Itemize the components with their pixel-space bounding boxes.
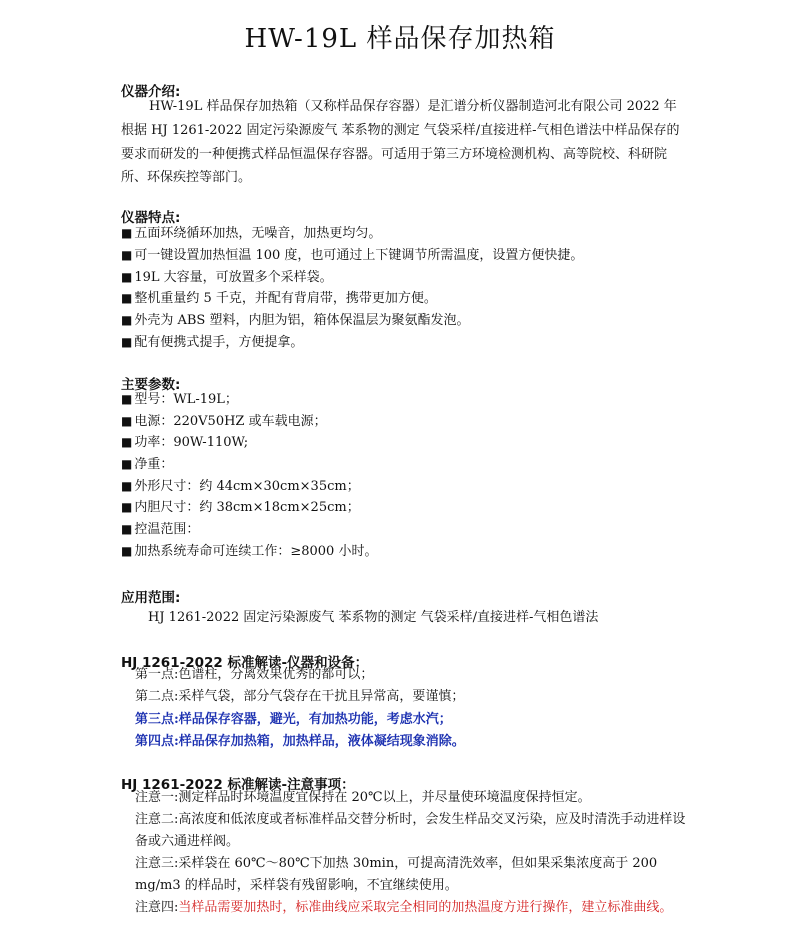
list-item: [121, 476, 721, 498]
standard-notes-heading: HJ 1261-2022 标准解读-注意事项：: [121, 777, 355, 793]
list-item-text: 配有便携式提手，方便提拿。: [134, 334, 304, 350]
standard-notes-list: [135, 787, 695, 919]
list-item-text: 外壳为 ABS 塑料，内胆为铝，箱体保温层为聚氨酯发泡。: [134, 313, 470, 329]
params-heading: 主要参数:: [121, 377, 181, 393]
list-item-text: 加热系统寿命可连续工作：≥8000 小时。: [134, 543, 378, 559]
bullet-icon: ■: [121, 435, 133, 450]
standard-point: 第二点:采样气袋，部分气袋存在干扰且异常高，要谨慎；: [135, 689, 465, 705]
list-item-text: 电源：220V50HZ 或车载电源；: [134, 413, 327, 429]
standard-point: 第四点:样品保存加热箱，加热样品，液体凝结现象消除。: [135, 733, 465, 749]
bullet-icon: ■: [121, 392, 133, 406]
note-item: 注意三:采样袋在 60℃～80℃下加热 30min，可提高清洗效率，但如果采集浓度高于 200 mg/m3 的样品时，采样袋有残留影响，不宜继续使用。: [135, 856, 658, 893]
bullet-icon: ■: [121, 226, 133, 240]
bullet-icon: ■: [121, 500, 133, 515]
bullet-icon: ■: [121, 247, 133, 262]
list-item: [121, 432, 721, 454]
bullet-icon: ■: [121, 522, 133, 537]
list-item: [121, 245, 721, 267]
intro-paragraph: HW-19L 样品保存加热箱（又称样品保存容器）是汇谱分析仪器制造河北有限公司 2022 年根据 HJ 1261-2022 固定污染源废气 苯系物的测定 气袋采样/直接进样-气相色谱法中样品保存的要求而研发的一种便携式样品恒温保存容器。可适用于第三方环境检测机构、高等院校、科研院所、环保疾控等部门。: [121, 99, 680, 186]
list-item: [121, 411, 721, 433]
standard-equipment-list: [135, 664, 695, 753]
bullet-icon: ■: [121, 457, 133, 472]
list-item-text: 净重：: [134, 457, 174, 473]
list-item-text: 外形尺寸：约 44cm×30cm×35cm；: [134, 478, 360, 494]
list-item: [121, 288, 721, 310]
application-text: HJ 1261-2022 固定污染源废气 苯系物的测定 气袋采样/直接进样-气相色谱法: [148, 610, 599, 625]
note-item: 注意一:测定样品时环境温度宜保持在 20℃以上，并尽量使环境温度保持恒定。: [135, 790, 591, 805]
list-item: [121, 332, 721, 354]
bullet-icon: ■: [121, 269, 133, 284]
list-item: [121, 497, 721, 519]
list-item-text: 整机重量约 5 千克，并配有背肩带，携带更加方便。: [134, 291, 437, 307]
bullet-icon: ■: [121, 313, 133, 328]
page-title: HW-19L 样品保存加热箱: [244, 24, 556, 54]
list-item-text: 19L 大容量，可放置多个采样袋。: [134, 269, 333, 285]
list-item-text: 内胆尺寸：约 38cm×18cm×25cm；: [134, 500, 360, 516]
list-item: [121, 454, 721, 476]
note-label: 注意四:: [135, 900, 179, 915]
bullet-icon: ■: [121, 413, 133, 428]
note-item: 注意二:高浓度和低浓度或者标准样品交替分析时，会发生样品交叉污染，应及时清洗手动进样设备或六通进样阀。: [135, 812, 686, 849]
standard-point: 第三点:样品保存容器，避光，有加热功能，考虑水汽；: [135, 711, 452, 727]
list-item: [121, 389, 721, 411]
list-item-text: 型号：WL-19L；: [134, 392, 238, 407]
list-item: [121, 541, 721, 563]
bullet-icon: ■: [121, 291, 133, 306]
standard-equipment-heading: HJ 1261-2022 标准解读-仪器和设备：: [121, 655, 369, 671]
features-list: [121, 223, 721, 354]
standard-point: 第一点:色谱柱，分离效果优秀的都可以；: [135, 667, 374, 682]
features-heading: 仪器特点:: [121, 210, 181, 226]
bullet-icon: ■: [121, 478, 133, 493]
intro-heading: 仪器介绍:: [121, 84, 181, 100]
list-item: [121, 519, 721, 541]
note-highlight: 当样品需要加热时，标准曲线应采取完全相同的加热温度方进行操作，建立标准曲线。: [178, 900, 673, 915]
bullet-icon: ■: [121, 334, 133, 349]
params-list: [121, 389, 721, 563]
list-item: [121, 223, 721, 245]
list-item-text: 功率：90W-110W;: [134, 435, 249, 451]
list-item: [121, 267, 721, 289]
application-heading: 应用范围:: [121, 590, 181, 606]
list-item-text: 控温范围：: [134, 522, 200, 538]
list-item-text: 可一键设置加热恒温 100 度，也可通过上下键调节所需温度，设置方便快捷。: [134, 247, 584, 263]
list-item-text: 五面环绕循环加热，无噪音，加热更均匀。: [134, 226, 382, 241]
list-item: [121, 310, 721, 332]
bullet-icon: ■: [121, 543, 133, 558]
note-item: [135, 897, 695, 919]
